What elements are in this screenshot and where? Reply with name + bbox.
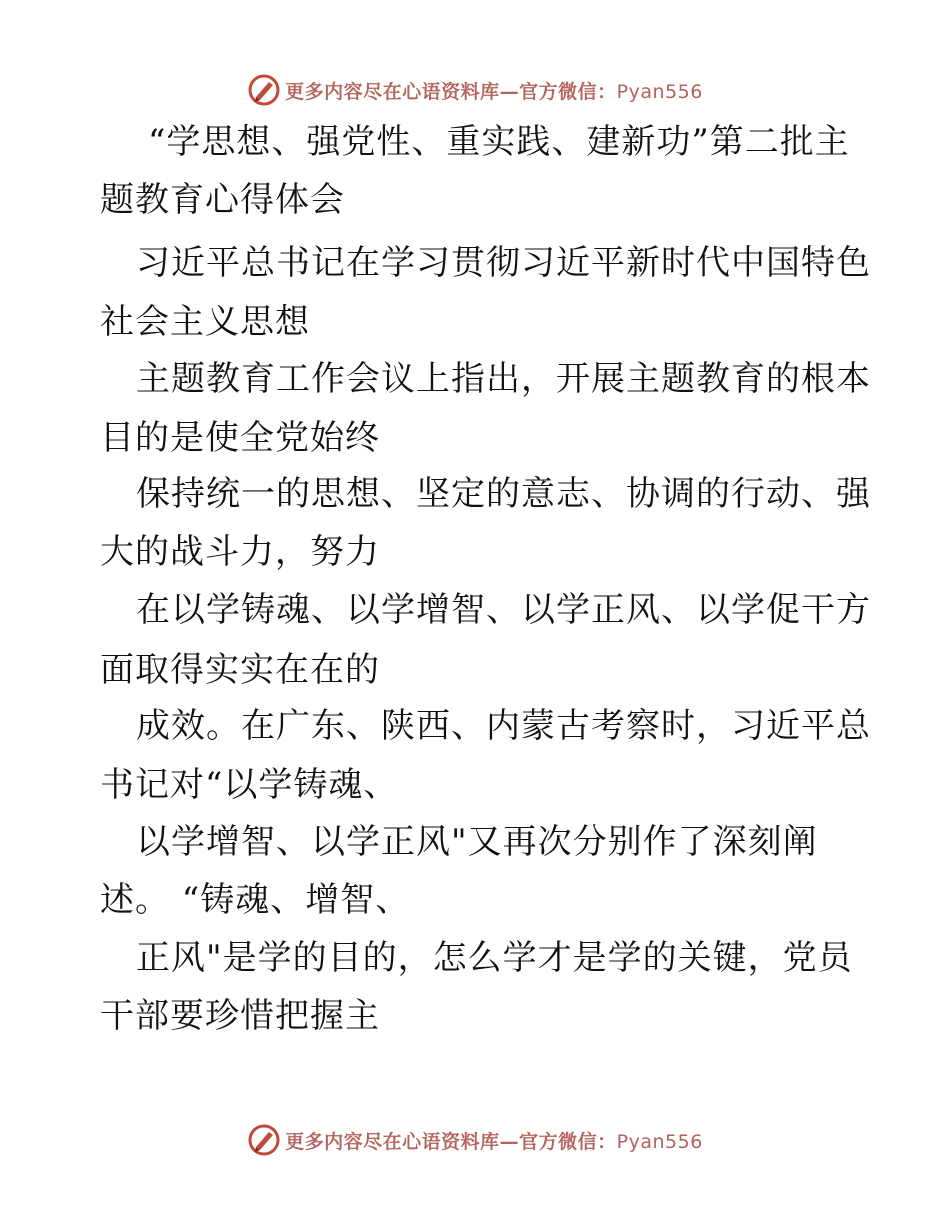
doc-line: 习近平总书记在学习贯彻习近平新时代中国特色 xyxy=(136,243,871,283)
wechat-id: Pyan556 xyxy=(616,80,703,103)
doc-line: 正风"是学的目的，怎么学才是学的关键，党员 xyxy=(136,938,853,978)
doc-line: 题教育心得体会 xyxy=(100,180,345,220)
footer-banner xyxy=(0,1120,950,1160)
doc-line: 社会主义思想 xyxy=(100,302,310,342)
header-banner xyxy=(0,70,950,110)
pen-logo-icon xyxy=(247,73,281,107)
doc-line: 大的战斗力，努力 xyxy=(100,532,380,572)
banner-label: 更多内容尽在心语资料库—官方微信： xyxy=(285,80,617,103)
doc-line: 干部要珍惜把握主 xyxy=(100,996,380,1036)
doc-line: 在以学铸魂、以学增智、以学正风、以学促干方 xyxy=(136,590,871,630)
doc-line: 以学增智、以学正风"又再次分别作了深刻阐 xyxy=(136,822,818,862)
doc-line: 面取得实实在在的 xyxy=(100,650,380,690)
doc-line: 主题教育工作会议上指出，开展主题教育的根本 xyxy=(136,359,871,399)
doc-line: “学思想、强党性、重实践、建新功”第二批主 xyxy=(148,122,850,162)
doc-line: 述。 “铸魂、增智、 xyxy=(100,880,411,920)
wechat-id: Pyan556 xyxy=(616,1130,703,1153)
doc-line: 成效。在广东、陕西、内蒙古考察时，习近平总 xyxy=(136,706,871,746)
banner-text xyxy=(285,1127,703,1154)
doc-line: 书记对“以学铸魂、 xyxy=(100,765,399,805)
banner-label: 更多内容尽在心语资料库—官方微信： xyxy=(285,1130,617,1153)
doc-line: 目的是使全党始终 xyxy=(100,418,380,458)
banner-text xyxy=(285,77,703,104)
pen-logo-icon xyxy=(247,1123,281,1157)
doc-line: 保持统一的思想、坚定的意志、协调的行动、强 xyxy=(136,474,871,514)
